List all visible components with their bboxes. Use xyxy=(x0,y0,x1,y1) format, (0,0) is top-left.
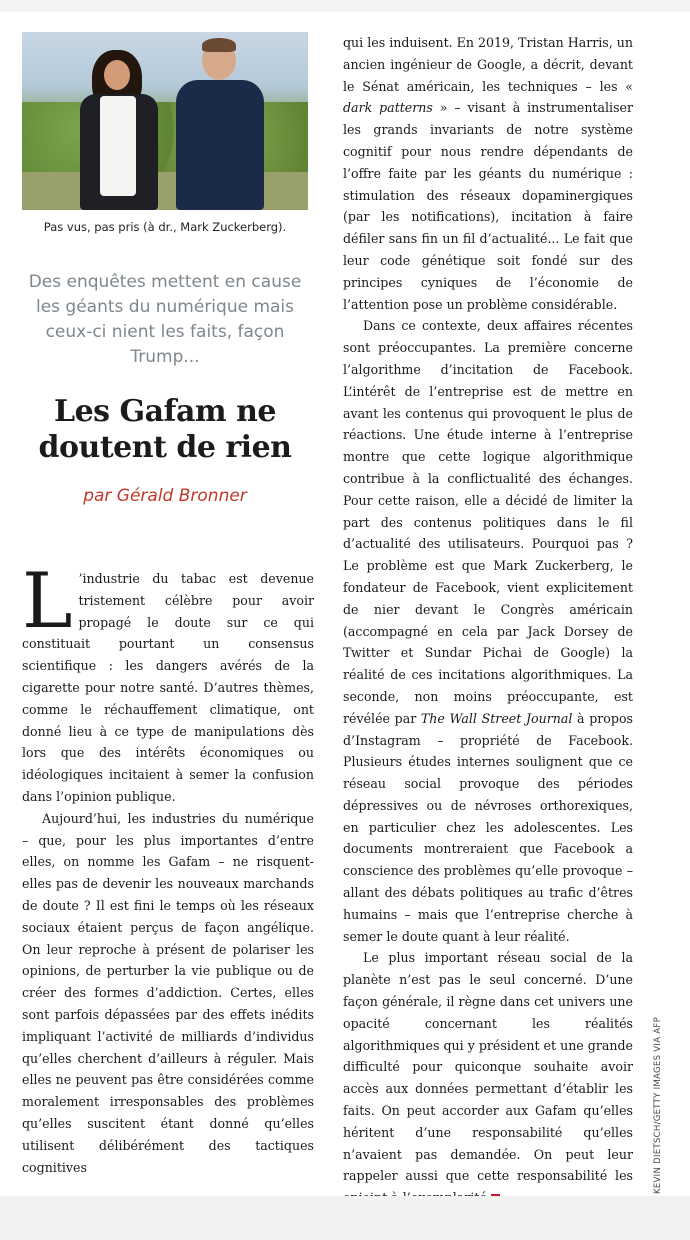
paragraph-3 xyxy=(343,315,633,947)
paragraph-4-text: Le plus important réseau social de la planète n’est pas le seul concerné. D’une façon générale, il règne dans cet univers une opacité concernant les réalités algorithmiques qui y président et une grande difficulté pour quiconque souhaite avoir accès aux données permettant d’établir les faits. On peut accorder aux Gafam qu’elles héritent d’une responsabilité qu’elles n’avaient pas demandée. On peut leur rappeler aussi que cette responsabilité les xyxy=(343,950,633,1184)
article-photo xyxy=(22,32,308,210)
paragraph-2-cont-text-b: » – visant à instrumentaliser les grands invariants de notre système cognitif pour nous rendre dépendants de l’offre faite par les géants du numérique : stimulation des réseaux dopaminergiques (par les notifications), incitation à faire défiler sans fin un fil d’actualité... Le fait que leur code génétique soit fondé sur des principes cyniques de l’économie de l’attention pose un problème considérable. xyxy=(343,100,634,312)
photo-credit: KEVIN DIETSCH/GETTY IMAGES VIA AFP xyxy=(653,1016,663,1194)
bottom-margin xyxy=(0,1196,690,1240)
dark-patterns-term: dark patterns xyxy=(343,100,440,116)
drop-cap: L xyxy=(22,556,73,645)
article-deck: Des enquêtes mettent en cause les géants du numérique mais ceux-ci nient les faits, façon Trump... xyxy=(28,272,302,367)
right-column xyxy=(343,32,633,1209)
article-headline xyxy=(22,394,308,466)
top-margin xyxy=(0,0,690,12)
article-byline: par Gérald Bronner xyxy=(83,486,247,506)
paragraph-3-text-b: à propos d’Instagram – propriété de Facebook. Plusieurs études internes soulignent que ce réseau social provoque des périodes dépressives ou de névroses orthorexiques, en particulier chez les adolescentes. Les documents montreraient que Facebook a conscience des problèmes qu’elle provoque – allant des débats politiques au trafic d’êtres humains – mais que l’entreprise cherche à semer le doute quant à leur réalité. xyxy=(343,710,633,944)
photo-caption: Pas vus, pas pris (à dr., Mark Zuckerberg). xyxy=(43,220,287,234)
headline-line-2: doutent de rien xyxy=(38,430,292,465)
paragraph-4 xyxy=(343,947,633,1209)
paragraph-1 xyxy=(22,556,314,808)
photo-person-left xyxy=(80,54,158,210)
article-body-left xyxy=(22,556,314,1178)
paragraph-2-cont-text: qui les induisent. En 2019, Tristan Harris, un ancien ingénieur de Google, a décrit, devant le Sénat américain, les techniques – les « xyxy=(343,35,633,94)
paragraph-2-continued xyxy=(343,32,633,315)
paragraph-2: Aujourd’hui, les industries du numérique – que, pour les plus importantes d’entre elles, on nomme les Gafam – ne risquent-elles pas de devenir les nouveaux marchands de doute ? Il est fini le temps où les réseaux sociaux étaient perçus de façon angélique. On leur reproche à présent de polariser les opinions, de perturber la vie publique ou de créer des formes d’addiction. Certes, elles sont parfois dépassées par des effets inédits impliquant l’activité de milliards d’individus qu’elles cherchent d’ailleurs à réguler. Mais elles ne peuvent pas être considérées comme moralement irresponsables des problèmes qu’elles suscitent étant donné qu’elles utilisent délibérément des tactiques cognitives xyxy=(22,810,314,1175)
left-column xyxy=(22,32,314,1178)
paragraph-3-text: Dans ce contexte, deux affaires récentes sont préoccupantes. La première concerne l’algorithme d’incitation de Facebook. L’intérêt de l’entreprise est de mettre en avant les contenus qui provoquent le plus de réactions. Une étude interne à l’entreprise montre que cette logique algorithmique contribue à la conflictualité des échanges. Pour cette raison, elle a décidé de limiter la part des contenus politiques dans le fil d’actualité des utilisateurs. Pourquoi pas ? Le problème est que Mark Zuckerberg, le fondateur de Facebook, vient explicitement de nier devant le Congrès américain (accompagné en cela par Jack Dorsey de Twitter et Sundar Pichai de Google) la réalité de ces incitations algorithmiques. La seconde, non moins préoccupante, est révélée par xyxy=(343,318,633,726)
paragraph-1-text: ’industrie du tabac est devenue tristement célèbre pour avoir propagé le doute sur ce qui constituait pourtant un consensus scientifique : les dangers avérés de la cigarette pour notre santé. D’autres thèmes, comme le réchauffement climatique, ont donné lieu à ce type de manipulations dès lors que des intérêts économiques ou idéologiques incitaient à semer la confusion dans l’opinion publique. xyxy=(22,571,314,804)
article-body-right xyxy=(343,32,633,1209)
wsj-title: The Wall Street Journal xyxy=(420,710,573,726)
photo-person-right xyxy=(172,40,268,210)
headline-line-1: Les Gafam ne xyxy=(53,394,276,429)
